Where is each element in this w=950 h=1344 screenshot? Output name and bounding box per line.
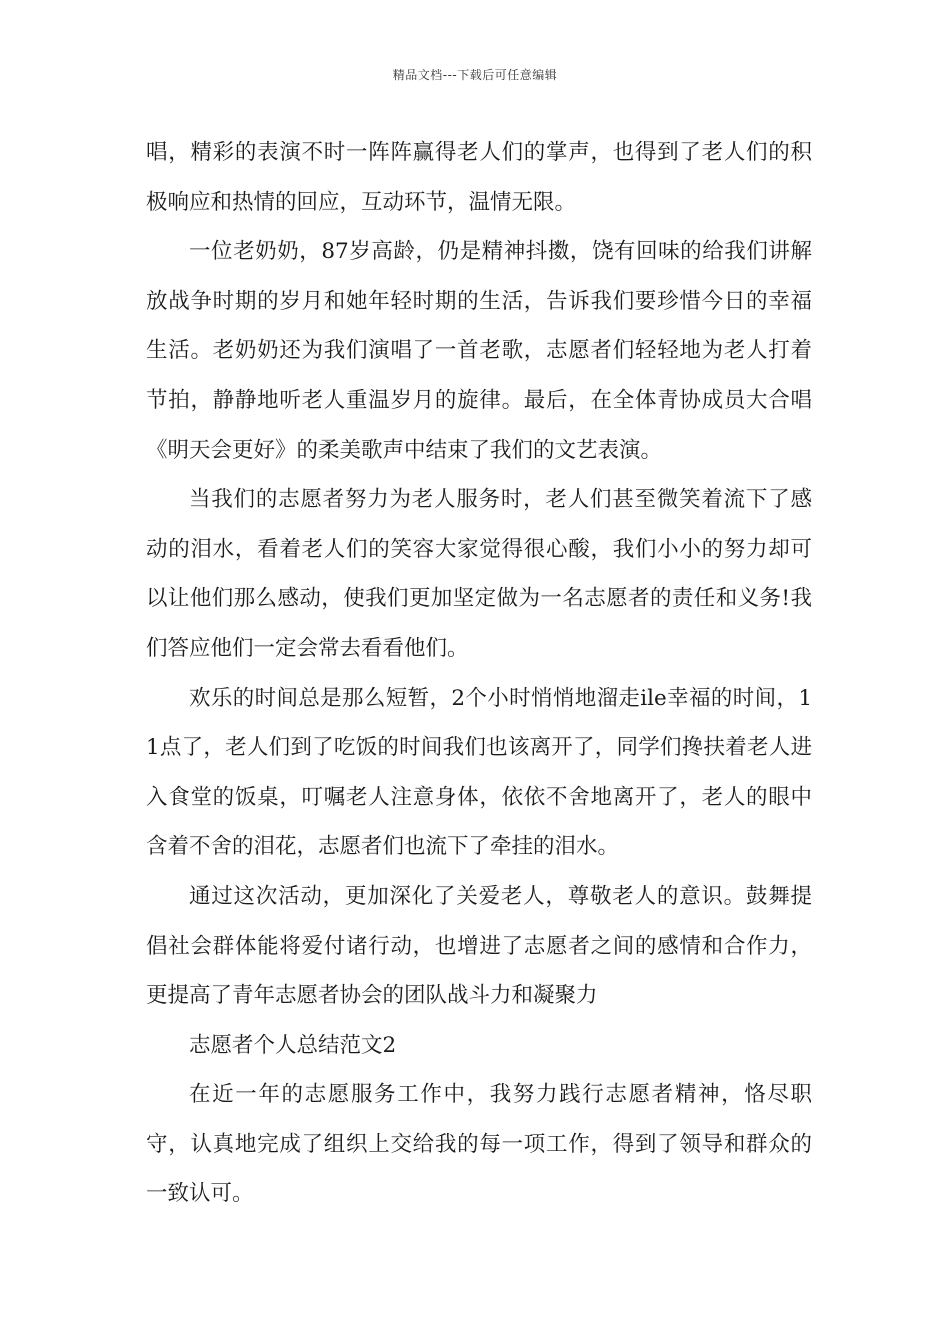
- document-body: [146, 128, 812, 1219]
- paragraph-4: 欢乐的时间总是那么短暂，2个小时悄悄地溜走ile幸福的时间，11点了，老人们到了吃饭的时间我们也该离开了，同学们搀扶着老人进入食堂的饭桌，叮嘱老人注意身体，依依不舍地离开了，老人的眼中含着不舍的泪花，志愿者们也流下了牵挂的泪水。: [146, 685, 812, 860]
- paragraph-2: 一位老奶奶，87岁高龄，仍是精神抖擞，饶有回味的给我们讲解放战争时期的岁月和她年轻时期的生活，告诉我们要珍惜今日的幸福生活。老奶奶还为我们演唱了一首老歌，志愿者们轻轻地为老人打着节拍，静静地听老人重温岁月的旋律。最后，在全体青协成员大合唱《明天会更好》的柔美歌声中结束了我们的文艺表演。: [146, 239, 812, 463]
- paragraph-6: 在近一年的志愿服务工作中，我努力践行志愿者精神，恪尽职守，认真地完成了组织上交给我的每一项工作，得到了领导和群众的一致认可。: [146, 1082, 812, 1207]
- paragraph-5: 通过这次活动，更加深化了关爱老人，尊敬老人的意识。鼓舞提倡社会群体能将爱付诸行动，也增进了志愿者之间的感情和合作力，更提高了青年志愿者协会的团队战斗力和凝聚力: [146, 883, 812, 1009]
- paragraph-1: 唱，精彩的表演不时一阵阵赢得老人们的掌声，也得到了老人们的积极响应和热情的回应，互动环节，温情无限。: [146, 140, 812, 215]
- page-header: 精品文档---下载后可任意编辑: [392, 68, 558, 82]
- section-title: 志愿者个人总结范文2: [189, 1032, 397, 1058]
- paragraph-3: 当我们的志愿者努力为老人服务时，老人们甚至微笑着流下了感动的泪水，看着老人们的笑容大家觉得很心酸，我们小小的努力却可以让他们那么感动，使我们更加坚定做为一名志愿者的责任和义务!我们答应他们一定会常去看看他们。: [146, 487, 812, 661]
